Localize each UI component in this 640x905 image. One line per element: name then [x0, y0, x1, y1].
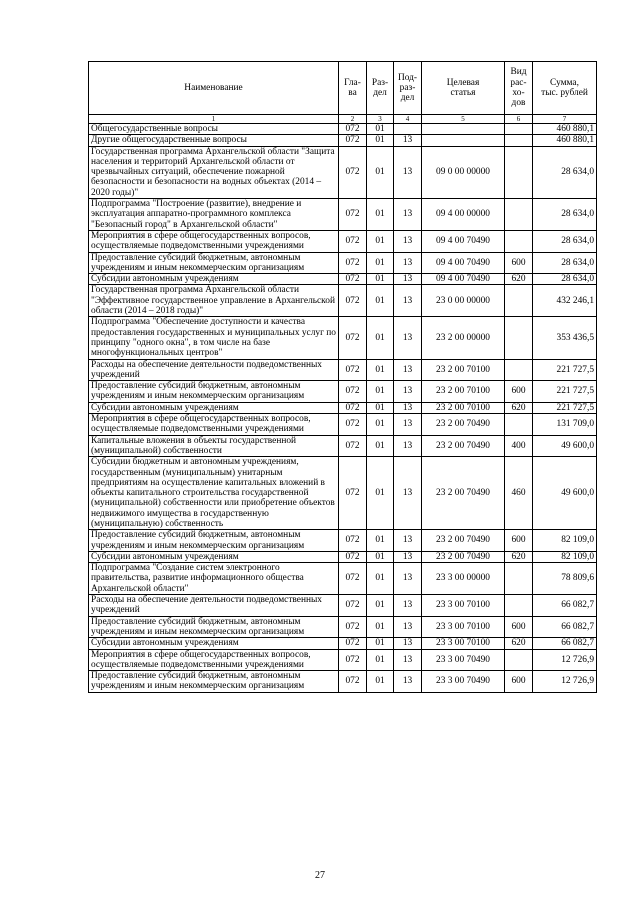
table-row	[89, 638, 597, 649]
cell-target-article: 23 3 00 00000	[422, 563, 505, 595]
cell-subsection	[394, 124, 422, 135]
cell-expense-type	[505, 199, 533, 231]
cell-section: 01	[367, 402, 394, 413]
cell-subsection: 13	[394, 414, 422, 436]
cell-name: Капитальные вложения в объекты государственной (муниципальной) собственности	[89, 435, 339, 457]
cell-chapter: 072	[339, 146, 367, 198]
cell-target-article: 09 0 00 00000	[422, 146, 505, 198]
cell-subsection: 13	[394, 402, 422, 413]
column-number: 5	[422, 115, 505, 124]
cell-subsection: 13	[394, 457, 422, 530]
header-section: Раз- дел	[367, 62, 394, 115]
table-row	[89, 381, 597, 403]
budget-table	[88, 61, 597, 693]
cell-target-article: 09 4 00 00000	[422, 199, 505, 231]
cell-section: 01	[367, 435, 394, 457]
cell-expense-type: 400	[505, 435, 533, 457]
cell-subsection: 13	[394, 671, 422, 693]
cell-amount: 28 634,0	[533, 252, 597, 274]
cell-chapter: 072	[339, 595, 367, 617]
cell-section: 01	[367, 146, 394, 198]
table-row	[89, 199, 597, 231]
cell-expense-type	[505, 230, 533, 252]
cell-chapter: 072	[339, 530, 367, 552]
cell-chapter: 072	[339, 551, 367, 562]
cell-expense-type	[505, 563, 533, 595]
cell-chapter: 072	[339, 616, 367, 638]
cell-amount: 12 726,9	[533, 649, 597, 671]
table-row	[89, 230, 597, 252]
cell-section: 01	[367, 199, 394, 231]
column-number: 6	[505, 115, 533, 124]
cell-subsection: 13	[394, 285, 422, 317]
cell-chapter: 072	[339, 199, 367, 231]
cell-name: Субсидии автономным учреждениям	[89, 402, 339, 413]
cell-expense-type: 620	[505, 402, 533, 413]
cell-expense-type	[505, 359, 533, 381]
cell-name: Предоставление субсидий бюджетным, автономным учреждениям и иным некоммерческим организациям	[89, 381, 339, 403]
cell-amount: 66 082,7	[533, 595, 597, 617]
cell-chapter: 072	[339, 563, 367, 595]
table-row	[89, 146, 597, 198]
cell-name: Предоставление субсидий бюджетным, автономным учреждениям и иным некоммерческим организациям	[89, 530, 339, 552]
cell-expense-type: 600	[505, 252, 533, 274]
cell-chapter: 072	[339, 381, 367, 403]
cell-section: 01	[367, 124, 394, 135]
cell-subsection: 13	[394, 530, 422, 552]
cell-expense-type: 620	[505, 274, 533, 285]
cell-chapter: 072	[339, 435, 367, 457]
cell-chapter: 072	[339, 285, 367, 317]
cell-amount: 49 600,0	[533, 435, 597, 457]
header-chapter: Гла- ва	[339, 62, 367, 115]
cell-name: Предоставление субсидий бюджетным, автономным учреждениям и иным некоммерческим организациям	[89, 252, 339, 274]
cell-amount: 49 600,0	[533, 457, 597, 530]
table-row	[89, 671, 597, 693]
cell-subsection: 13	[394, 595, 422, 617]
cell-amount: 28 634,0	[533, 146, 597, 198]
cell-section: 01	[367, 530, 394, 552]
cell-expense-type	[505, 146, 533, 198]
column-number: 1	[89, 115, 339, 124]
column-number-row	[89, 115, 597, 124]
cell-target-article: 23 2 00 70490	[422, 414, 505, 436]
cell-section: 01	[367, 135, 394, 146]
table-row	[89, 285, 597, 317]
cell-subsection: 13	[394, 252, 422, 274]
cell-target-article: 23 3 00 70100	[422, 616, 505, 638]
cell-target-article: 23 3 00 70490	[422, 649, 505, 671]
cell-amount: 66 082,7	[533, 616, 597, 638]
cell-target-article: 23 2 00 00000	[422, 317, 505, 359]
cell-name: Мероприятия в сфере общегосударственных вопросов, осуществляемые подведомственными учреждениями	[89, 649, 339, 671]
cell-target-article: 23 2 00 70490	[422, 530, 505, 552]
cell-name: Подпрограмма "Построение (развитие), внедрение и эксплуатация аппаратно-программного комплекса "Безопасный город" в Архангельской области"	[89, 199, 339, 231]
cell-expense-type	[505, 124, 533, 135]
cell-subsection: 13	[394, 317, 422, 359]
header-target-article: Целевая статья	[422, 62, 505, 115]
cell-subsection: 13	[394, 135, 422, 146]
column-number: 3	[367, 115, 394, 124]
cell-expense-type: 600	[505, 381, 533, 403]
table-row	[89, 595, 597, 617]
column-number: 7	[533, 115, 597, 124]
cell-target-article: 23 0 00 00000	[422, 285, 505, 317]
cell-target-article: 23 3 00 70490	[422, 671, 505, 693]
cell-amount: 82 109,0	[533, 530, 597, 552]
cell-section: 01	[367, 381, 394, 403]
cell-expense-type: 600	[505, 671, 533, 693]
cell-chapter: 072	[339, 359, 367, 381]
table-row	[89, 530, 597, 552]
cell-amount: 78 809,6	[533, 563, 597, 595]
cell-name: Субсидии автономным учреждениям	[89, 551, 339, 562]
cell-target-article: 09 4 00 70490	[422, 274, 505, 285]
cell-target-article: 23 2 00 70100	[422, 381, 505, 403]
cell-section: 01	[367, 616, 394, 638]
cell-name: Другие общегосударственные вопросы	[89, 135, 339, 146]
cell-name: Подпрограмма "Создание систем электронного правительства, развитие информационного общества Архангельской области"	[89, 563, 339, 595]
cell-expense-type	[505, 317, 533, 359]
cell-name: Субсидии автономным учреждениям	[89, 274, 339, 285]
header-subsection: Под- раз- дел	[394, 62, 422, 115]
cell-amount: 28 634,0	[533, 274, 597, 285]
cell-subsection: 13	[394, 146, 422, 198]
cell-target-article: 23 2 00 70100	[422, 359, 505, 381]
cell-section: 01	[367, 230, 394, 252]
cell-subsection: 13	[394, 359, 422, 381]
cell-section: 01	[367, 414, 394, 436]
table-body	[89, 124, 597, 693]
cell-subsection: 13	[394, 616, 422, 638]
column-number: 4	[394, 115, 422, 124]
table-row	[89, 252, 597, 274]
cell-subsection: 13	[394, 563, 422, 595]
cell-section: 01	[367, 563, 394, 595]
header-row	[89, 62, 597, 115]
header-amount: Сумма, тыс. рублей	[533, 62, 597, 115]
cell-name: Общегосударственные вопросы	[89, 124, 339, 135]
table-row	[89, 359, 597, 381]
cell-chapter: 072	[339, 402, 367, 413]
cell-subsection: 13	[394, 274, 422, 285]
cell-expense-type: 620	[505, 551, 533, 562]
table-row	[89, 274, 597, 285]
cell-amount: 12 726,9	[533, 671, 597, 693]
cell-target-article: 23 3 00 70100	[422, 638, 505, 649]
cell-expense-type: 600	[505, 616, 533, 638]
cell-expense-type: 460	[505, 457, 533, 530]
header-name: Наименование	[89, 62, 339, 115]
table-row	[89, 563, 597, 595]
cell-section: 01	[367, 317, 394, 359]
budget-document	[88, 61, 596, 693]
cell-chapter: 072	[339, 135, 367, 146]
cell-chapter: 072	[339, 252, 367, 274]
table-row	[89, 317, 597, 359]
cell-subsection: 13	[394, 649, 422, 671]
cell-section: 01	[367, 252, 394, 274]
cell-target-article: 09 4 00 70490	[422, 230, 505, 252]
cell-target-article: 09 4 00 70490	[422, 252, 505, 274]
cell-name: Субсидии автономным учреждениям	[89, 638, 339, 649]
cell-section: 01	[367, 274, 394, 285]
cell-target-article: 23 2 00 70490	[422, 551, 505, 562]
cell-chapter: 072	[339, 457, 367, 530]
header-expense-type: Вид рас- хо- дов	[505, 62, 533, 115]
cell-name: Расходы на обеспечение деятельности подведомственных учреждений	[89, 595, 339, 617]
cell-expense-type	[505, 414, 533, 436]
cell-expense-type	[505, 595, 533, 617]
cell-amount: 432 246,1	[533, 285, 597, 317]
cell-section: 01	[367, 671, 394, 693]
cell-chapter: 072	[339, 414, 367, 436]
cell-chapter: 072	[339, 124, 367, 135]
table-row	[89, 124, 597, 135]
cell-expense-type	[505, 285, 533, 317]
column-number: 2	[339, 115, 367, 124]
cell-amount: 221 727,5	[533, 359, 597, 381]
cell-target-article: 23 2 00 70490	[422, 435, 505, 457]
table-row	[89, 551, 597, 562]
cell-amount: 28 634,0	[533, 230, 597, 252]
cell-chapter: 072	[339, 274, 367, 285]
cell-name: Расходы на обеспечение деятельности подведомственных учреждений	[89, 359, 339, 381]
cell-target-article	[422, 124, 505, 135]
cell-chapter: 072	[339, 230, 367, 252]
cell-section: 01	[367, 551, 394, 562]
page-number: 27	[315, 870, 325, 881]
cell-amount: 28 634,0	[533, 199, 597, 231]
cell-target-article: 23 2 00 70100	[422, 402, 505, 413]
cell-target-article: 23 2 00 70490	[422, 457, 505, 530]
cell-name: Субсидии бюджетным и автономным учреждениям, государственным (муниципальным) унитарным предприятиям на осуществление капитальных вложений в объекты капитального строительства государственной (муниципальной) собственности или приобретение объектов недвижимого имущества в государственную (муниципальную) собственность	[89, 457, 339, 530]
cell-section: 01	[367, 457, 394, 530]
table-row	[89, 135, 597, 146]
cell-amount: 221 727,5	[533, 402, 597, 413]
cell-section: 01	[367, 649, 394, 671]
cell-amount: 460 880,1	[533, 135, 597, 146]
table-row	[89, 649, 597, 671]
cell-subsection: 13	[394, 638, 422, 649]
cell-amount: 66 082,7	[533, 638, 597, 649]
cell-target-article: 23 3 00 70100	[422, 595, 505, 617]
cell-chapter: 072	[339, 671, 367, 693]
cell-subsection: 13	[394, 435, 422, 457]
table-row	[89, 414, 597, 436]
cell-section: 01	[367, 595, 394, 617]
cell-name: Мероприятия в сфере общегосударственных вопросов, осуществляемые подведомственными учреждениями	[89, 230, 339, 252]
cell-chapter: 072	[339, 638, 367, 649]
cell-expense-type	[505, 135, 533, 146]
table-row	[89, 457, 597, 530]
table-row	[89, 402, 597, 413]
cell-section: 01	[367, 638, 394, 649]
cell-chapter: 072	[339, 317, 367, 359]
cell-amount: 353 436,5	[533, 317, 597, 359]
cell-subsection: 13	[394, 551, 422, 562]
cell-section: 01	[367, 359, 394, 381]
cell-expense-type: 600	[505, 530, 533, 552]
cell-target-article	[422, 135, 505, 146]
cell-subsection: 13	[394, 199, 422, 231]
cell-amount: 82 109,0	[533, 551, 597, 562]
cell-expense-type: 620	[505, 638, 533, 649]
cell-name: Государственная программа Архангельской области "Эффективное государственное управление в Архангельской области (2014 – 2018 годы)"	[89, 285, 339, 317]
cell-chapter: 072	[339, 649, 367, 671]
cell-name: Предоставление субсидий бюджетным, автономным учреждениям и иным некоммерческим организациям	[89, 616, 339, 638]
table-row	[89, 435, 597, 457]
cell-name: Подпрограмма "Обеспечение доступности и качества предоставления государственных и муниципальных услуг по принципу "одного окна", в том числе на базе многофункциональных центров"	[89, 317, 339, 359]
cell-section: 01	[367, 285, 394, 317]
cell-name: Мероприятия в сфере общегосударственных вопросов, осуществляемые подведомственными учреждениями	[89, 414, 339, 436]
cell-expense-type	[505, 649, 533, 671]
cell-name: Государственная программа Архангельской области "Защита населения и территорий Архангельской области от чрезвычайных ситуаций, обеспечение пожарной безопасности и безопасности на водных объектах (2014 – 2020 годы)"	[89, 146, 339, 198]
cell-subsection: 13	[394, 381, 422, 403]
table-row	[89, 616, 597, 638]
cell-amount: 221 727,5	[533, 381, 597, 403]
cell-amount: 460 880,1	[533, 124, 597, 135]
cell-name: Предоставление субсидий бюджетным, автономным учреждениям и иным некоммерческим организациям	[89, 671, 339, 693]
cell-subsection: 13	[394, 230, 422, 252]
cell-amount: 131 709,0	[533, 414, 597, 436]
